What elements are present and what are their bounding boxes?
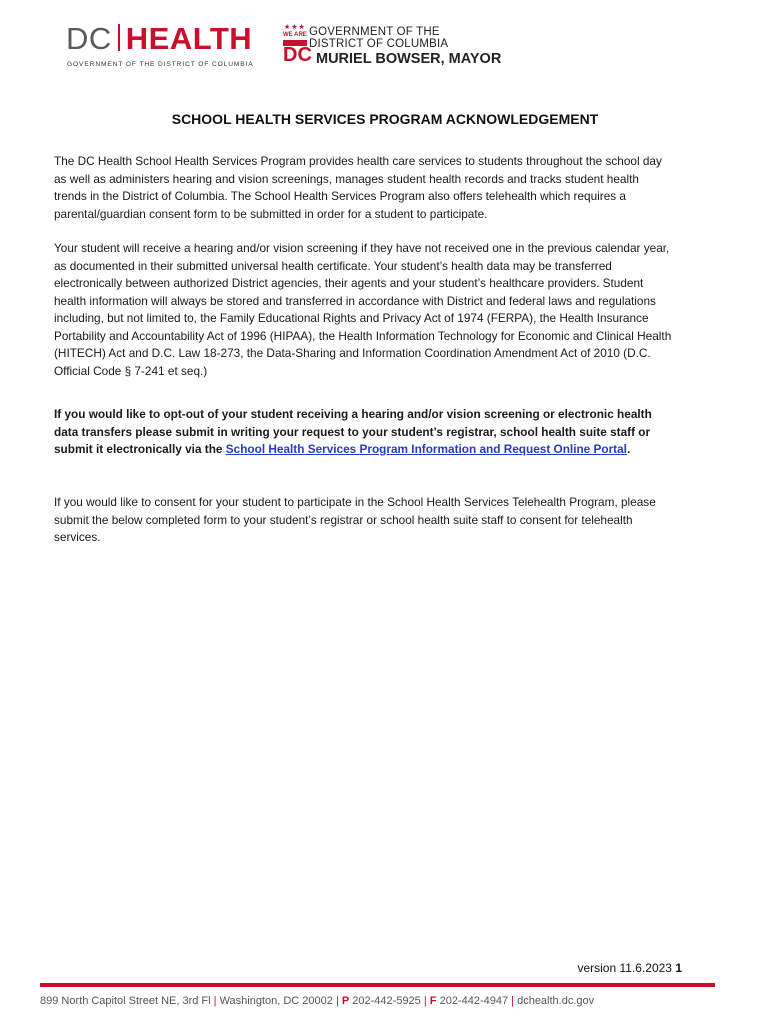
dc-health-logo (66, 22, 256, 70)
stars-icon: ★★★ (284, 24, 306, 31)
footer-website[interactable]: dchealth.dc.gov (517, 995, 595, 1007)
logo-health-text: HEALTH (125, 21, 253, 56)
logo-subtitle: GOVERNMENT OF THE DISTRICT OF COLUMBIA (67, 61, 254, 68)
opt-out-text: If you would like to opt-out of your student receiving a hearing and/or vision screening or electronic health data transfers please submit in writing your request to your student’s registrar, school health suite staff or submit it electronically via the (54, 407, 652, 456)
logo-divider (118, 24, 120, 51)
page-number: 1 (675, 961, 682, 975)
version-text: version 11.6.2023 (577, 961, 672, 975)
paragraph-screening-data: Your student will receive a hearing and/or vision screening if they have not received one in the previous calendar year, as documented in their submitted universal health certificate. Your student’s health data may be transferred electronically between authorized District agencies, their agents and your student’s healthcare providers. Student health information will always be stored and transferred in accordance with District and federal laws and regulations including, but not limited to, the Family Educational Rights and Privacy Act of 1974 (FERPA), the Health Insurance Portability and Accountability Act of 1996 (HIPAA), the Health Information Technology for Economic and Clinical Health (HITECH) Act and D.C. Law 18-273, the Data-Sharing and Information Coordination Amendment Act of 2010 (D.C. Official Code § 7-241 et seq.) (54, 241, 672, 378)
footer-separator: | (511, 995, 515, 1007)
phone-label: P (341, 995, 350, 1007)
mark-dc: DC (283, 44, 312, 66)
document-title: SCHOOL HEALTH SERVICES PROGRAM ACKNOWLEDGEMENT (171, 111, 599, 127)
version-label (577, 961, 682, 975)
gov-logo-line1: GOVERNMENT OF THE (309, 26, 440, 38)
gov-logo-mayor: MURIEL BOWSER, MAYOR (316, 51, 502, 67)
footer-address: 899 North Capitol Street NE, 3rd Fl (40, 995, 211, 1007)
logo-dc-text: DC (66, 21, 112, 56)
we-are-dc-mark (283, 24, 312, 66)
footer-separator: | (213, 995, 217, 1007)
footer-separator: | (335, 995, 339, 1007)
footer-rule (40, 983, 715, 987)
footer-separator: | (423, 995, 427, 1007)
fax-label: F (429, 995, 437, 1007)
paragraph-telehealth-consent: If you would like to consent for your student to participate in the School Health Services Telehealth Program, please submit the below completed form to your student’s registrar or school health suite staff to consent for telehealth services. (54, 495, 656, 544)
paragraph-program-description: The DC Health School Health Services Program provides health care services to students throughout the school day as well as administers hearing and vision screenings, manages student health records and tracks student health trends in the District of Columbia. The School Health Services Program also offers telehealth which requires a parental/guardian consent form to be submitted in order for a student to participate. (54, 154, 662, 221)
dc-health-wordmark (66, 22, 252, 56)
dc-government-logo (283, 24, 502, 70)
gov-logo-line2: DISTRICT OF COLUMBIA (309, 38, 449, 50)
paragraph-opt-out (54, 406, 674, 459)
mark-text: WE ARE (283, 32, 307, 38)
opt-out-period: . (626, 442, 631, 456)
footer-phone: 202-442-5925 (352, 995, 421, 1007)
footer-contact (40, 995, 594, 1007)
portal-link[interactable]: School Health Services Program Information and Request Online Portal (225, 442, 627, 456)
footer-fax: 202-442-4947 (439, 995, 509, 1007)
footer-city: Washington, DC 20002 (219, 995, 333, 1007)
